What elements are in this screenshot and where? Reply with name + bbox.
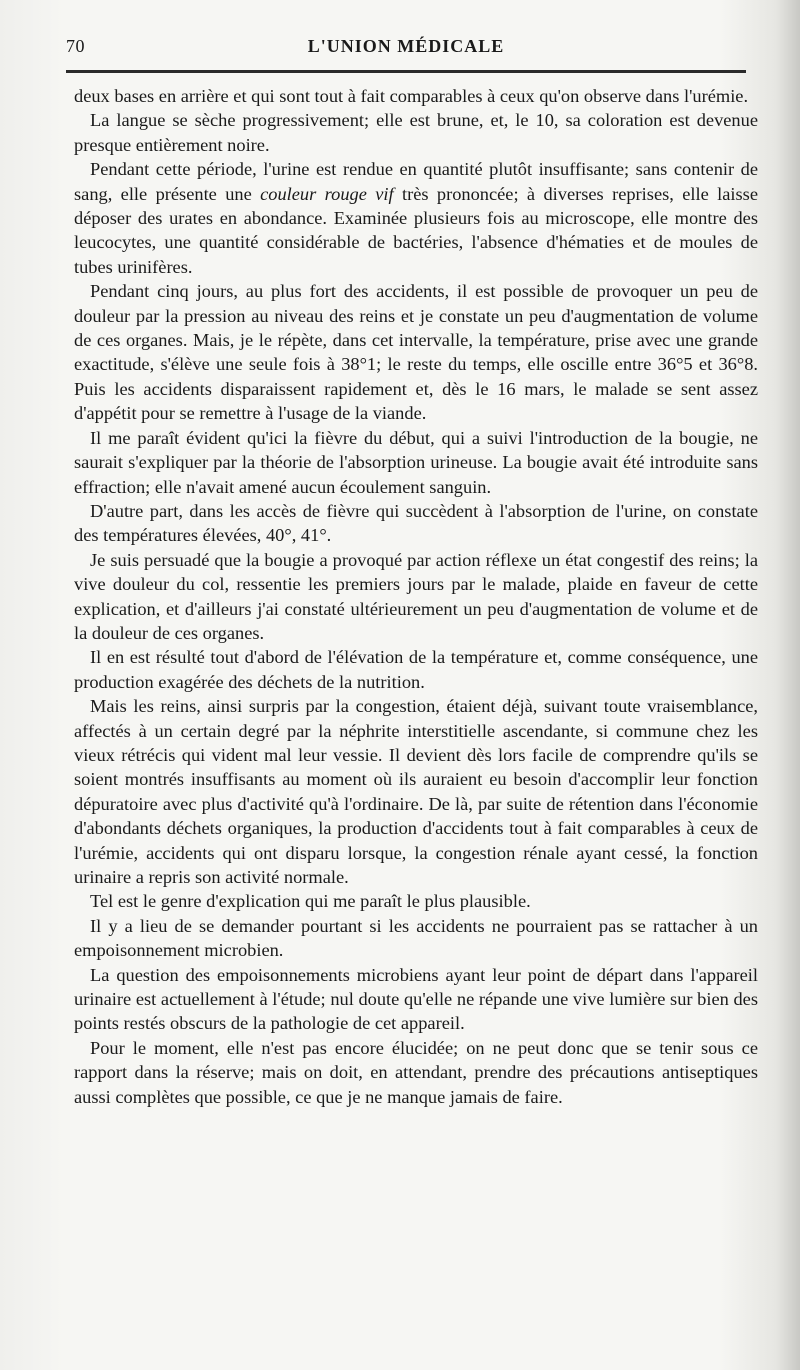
paragraph: Pour le moment, elle n'est pas encore élucidée; on ne peut donc que se tenir sous ce rapport dans la réserve; mais on doit, en attendant, prendre des précautions antiseptiques aussi complètes que possible, ce que je ne manque jamais de faire. [74,1037,758,1107]
running-head: L'UNION MÉDICALE [307,36,505,56]
paragraph: Tel est le genre d'explication qui me paraît le plus plausible. [90,891,531,912]
paragraph: D'autre part, dans les accès de fièvre qui succèdent à l'absorption de l'urine, on constate des températures élevées, 40°, 41°. [74,500,758,546]
paragraph-text: très prononcée; à diverses reprises, elle laisse déposer des urates en abondance. Examinée plusieurs fois au microscope, elle montre des leucocytes, une quantité considérable de bactéries, l'absence d'hématies et de moules de tubes urinifères. [74,183,758,277]
paragraph: Il en est résulté tout d'abord de l'élévation de la température et, comme conséquence, une production exagérée des déchets de la nutrition. [74,647,758,692]
page-header [66,30,746,62]
paragraph [74,157,758,279]
italic-phrase: couleur rouge vif [260,183,394,204]
paragraph-text: Pendant cette période, l'urine est rendue en quantité plutôt insuffisante; sans contenir de sang, elle présente une [74,159,758,204]
paragraph: Il me paraît évident qu'ici la fièvre du début, qui a suivi l'introduction de la bougie, ne saurait s'expliquer par la théorie de l'absorption urineuse. La bougie avait été introduite sans effraction; elle n'avait amené aucun écoulement sanguin. [74,427,758,497]
paragraph: Pendant cinq jours, au plus fort des accidents, il est possible de provoquer un peu de douleur par la pression au niveau des reins et je constate un peu d'augmentation de volume de ces organes. Mais, je le répète, dans cet intervalle, la température, prise avec une grande exactitude, s'élève une seule fois à 38°1; le reste du temps, elle oscille entre 36°5 et 36°8. Puis les accidents disparaissent rapidement et, dès le 16 mars, le malade se sent assez d'appétit pour se remettre à l'usage de la viande. [74,281,758,424]
body-text [74,84,758,1109]
paragraph: La langue se sèche progressivement; elle est brune, et, le 10, sa coloration est devenue presque entièrement noire. [74,110,758,155]
paragraph: La question des empoisonnements microbiens ayant leur point de départ dans l'appareil urinaire est actuellement à l'étude; nul doute qu'elle ne répande une vive lumière sur bien des points restés obscurs de la pathologie de cet appareil. [74,964,758,1034]
header-rule [66,70,746,73]
paragraph: Mais les reins, ainsi surpris par la congestion, étaient déjà, suivant toute vraisemblance, affectés à un certain degré par la néphrite interstitielle ascendante, si commune chez les vieux rétrécis qui vident mal leur vessie. Il devient dès lors facile de comprendre qu'ils se soient montrés insuffisants au moment où ils auraient eu besoin d'accomplir leur fonction dépuratoire avec plus d'activité qu'à l'ordinaire. De là, par suite de rétention dans l'économie d'abondants déchets organiques, la production d'accidents tout à fait comparables à ceux de l'urémie, accidents qui ont disparu lorsque, la congestion rénale ayant cessé, la fonction urinaire a repris son activité normale. [74,696,758,887]
paragraph: deux bases en arrière et qui sont tout à fait comparables à ceux qu'on observe dans l'urémie. [74,86,749,106]
page-number: 70 [66,36,85,56]
paragraph: Je suis persuadé que la bougie a provoqué par action réflexe un état congestif des reins; la vive douleur du col, ressentie les premiers jours par le malade, plaide en faveur de cette explication, et d'ailleurs j'ai constaté ultérieurement un peu d'augmentation de volume et de la douleur de ces organes. [74,549,758,643]
paragraph: Il y a lieu de se demander pourtant si les accidents ne pourraient pas se rattacher à un empoisonnement microbien. [74,915,758,961]
